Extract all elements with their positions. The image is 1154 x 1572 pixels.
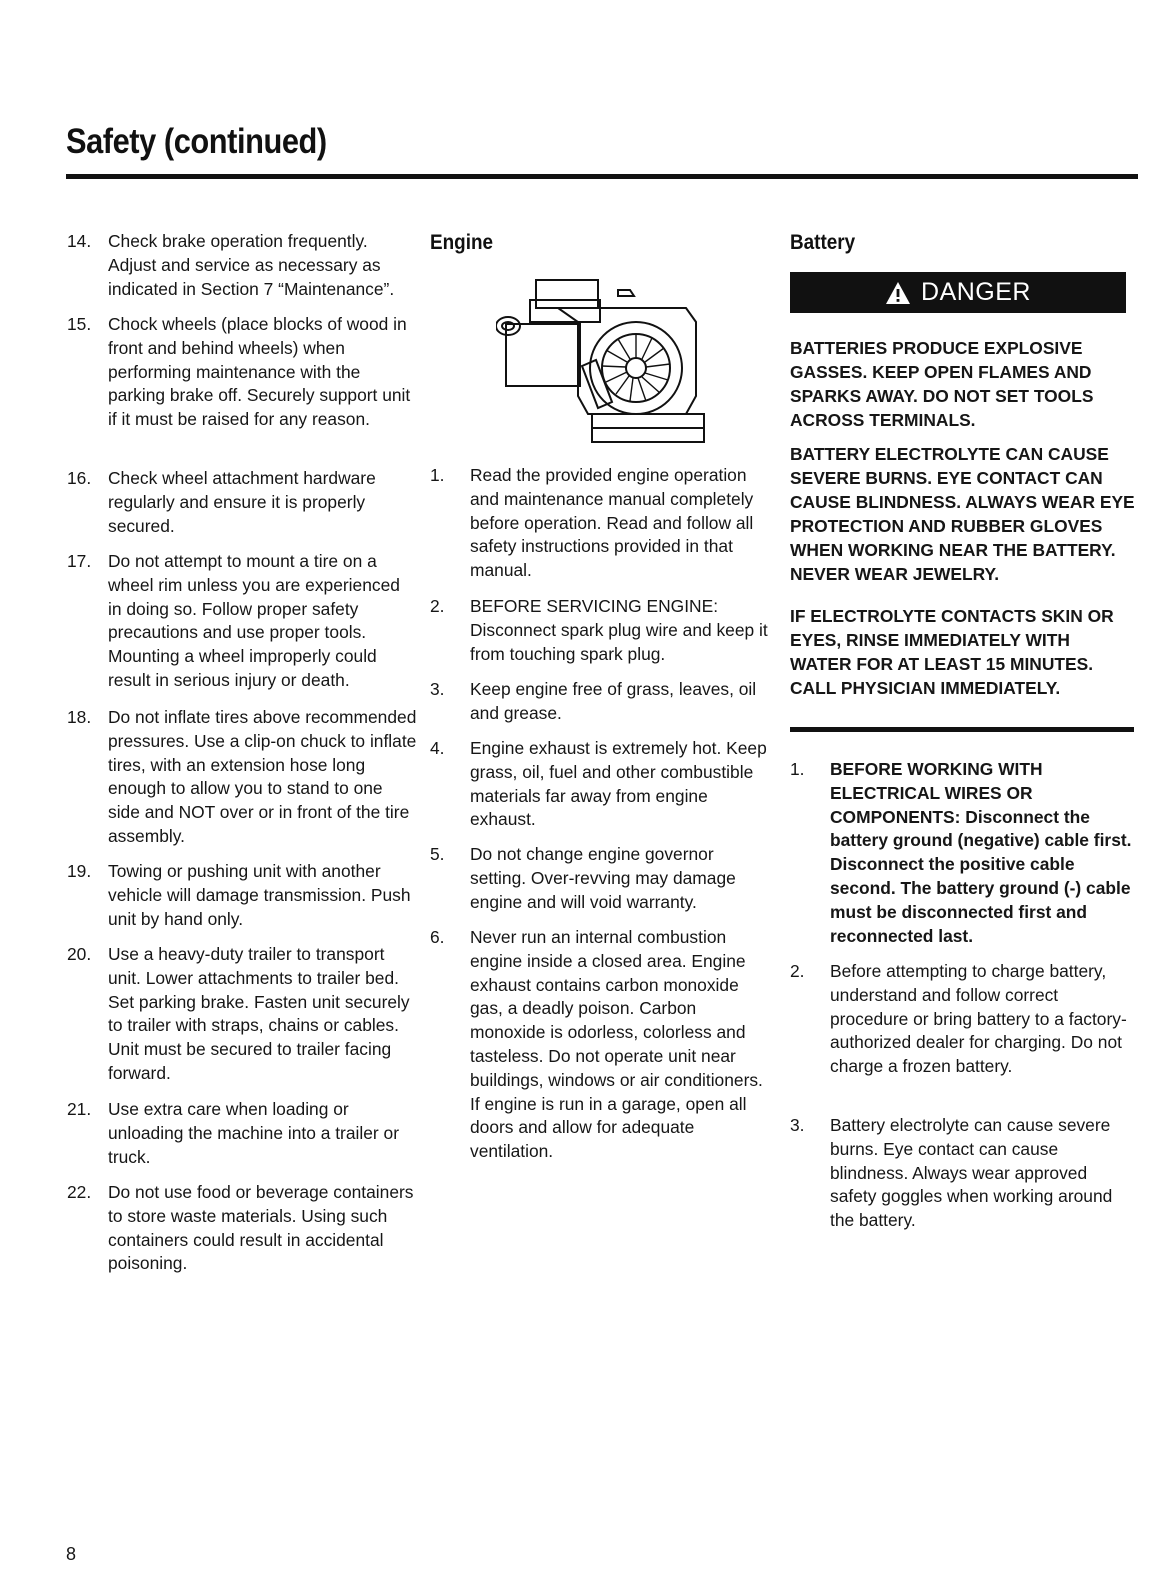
item-number: 18. [67, 707, 92, 727]
warning-triangle-icon [885, 281, 911, 305]
item-text: Read the provided engine operation and maintenance manual completely before operation. Read and follow all safety instructions provided in that manual. [470, 465, 754, 581]
item-number: 15. [67, 314, 92, 334]
title-rule [66, 174, 1138, 179]
item-text: Do not change engine governor setting. Over-revving may damage engine and will void warranty. [470, 844, 736, 912]
list-item [790, 1114, 1138, 1233]
danger-label: DANGER [921, 278, 1031, 306]
engine-heading: Engine [430, 231, 494, 254]
list-item [67, 313, 417, 432]
item-number: 3. [430, 679, 445, 699]
item-text: Do not attempt to mount a tire on a wheel rim unless you are experienced in doing so. Follow proper safety precautions and use proper tools. Mounting a wheel improperly could result in serious injury or death. [108, 551, 400, 690]
list-item [790, 960, 1138, 1079]
danger-warning-first-aid: IF ELECTROLYTE CONTACTS SKIN OR EYES, RINSE IMMEDIATELY WITH WATER FOR AT LEAST 15 MINUTES. CALL PHYSICIAN IMMEDIATELY. [790, 606, 1114, 698]
item-number: 21. [67, 1099, 92, 1119]
item-text: Towing or pushing unit with another vehicle will damage transmission. Push unit by hand only. [108, 861, 411, 929]
item-number: 1. [430, 465, 445, 485]
item-number: 22. [67, 1182, 92, 1202]
list-item [67, 550, 417, 693]
list-item [67, 1181, 417, 1276]
danger-banner [790, 272, 1126, 313]
item-number: 1. [790, 759, 805, 779]
item-number: 2. [430, 596, 445, 616]
item-text: Check brake operation frequently. Adjust and service as necessary as indicated in Section 7 “Maintenance”. [108, 231, 395, 299]
page-title: Safety (continued) [66, 122, 327, 161]
list-item [430, 843, 770, 914]
item-number: 2. [790, 961, 805, 981]
item-text: Do not inflate tires above recommended pressures. Use a clip-on chuck to inflate tires, with an extension hose long enough to allow you to stand to one side and NOT over or in front of the tire assembly. [108, 707, 417, 846]
item-number: 19. [67, 861, 92, 881]
item-text: BEFORE SERVICING ENGINE: Disconnect spark plug wire and keep it from touching spark plug. [470, 596, 768, 664]
list-item [430, 678, 770, 726]
item-number: 3. [790, 1115, 805, 1135]
list-item [67, 1098, 417, 1169]
item-text: Engine exhaust is extremely hot. Keep grass, oil, fuel and other combustible materials far away from engine exhaust. [470, 738, 767, 830]
page-number: 8 [66, 1544, 77, 1564]
item-text: Never run an internal combustion engine inside a closed area. Engine exhaust contains carbon monoxide gas, a deadly poison. Carbon monoxide is odorless, colorless and tasteless. Do not operate unit near buildings, windows or air conditioners. If engine is run in a garage, open all doors and allow for adequate ventilation. [470, 927, 763, 1162]
item-text: Use a heavy-duty trailer to transport unit. Lower attachments to trailer bed. Set parking brake. Fasten unit securely to trailer with straps, chains or cables. Unit must be secured to trailer facing forward. [108, 944, 410, 1083]
list-item [67, 706, 417, 849]
item-text: Keep engine free of grass, leaves, oil and grease. [470, 679, 757, 723]
list-item [67, 230, 417, 301]
item-text: Before attempting to charge battery, understand and follow correct procedure or bring battery to a factory-authorized dealer for charging. Do not charge a frozen battery. [830, 961, 1127, 1077]
item-text: Check wheel attachment hardware regularly and ensure it is properly secured. [108, 468, 376, 536]
list-item [430, 595, 770, 666]
list-item [430, 737, 770, 832]
item-number: 20. [67, 944, 92, 964]
item-text: Chock wheels (place blocks of wood in front and behind wheels) when performing maintenance with the parking brake off. Securely support unit if it must be raised for any reason. [108, 314, 411, 430]
item-number: 16. [67, 468, 92, 488]
list-item [67, 943, 417, 1086]
item-number: 4. [430, 738, 445, 758]
engine-illustration [496, 278, 708, 444]
list-item [790, 758, 1138, 948]
item-text: Use extra care when loading or unloading the machine into a trailer or truck. [108, 1099, 399, 1167]
item-text: BEFORE WORKING WITH ELECTRICAL WIRES OR COMPONENTS: Disconnect the battery ground (negative) cable first. Disconnect the positive cable second. The battery ground (-) cable must be disconnected first and reconnected last. [830, 759, 1132, 946]
list-item [430, 464, 770, 583]
list-item [67, 860, 417, 931]
danger-warning-explosive: BATTERIES PRODUCE EXPLOSIVE GASSES. KEEP OPEN FLAMES AND SPARKS AWAY. DO NOT SET TOOLS ACROSS TERMINALS. [790, 338, 1094, 430]
item-text: Battery electrolyte can cause severe burns. Eye contact can cause blindness. Always wear approved safety goggles when working around the battery. [830, 1115, 1113, 1231]
danger-warning-electrolyte: BATTERY ELECTROLYTE CAN CAUSE SEVERE BURNS. EYE CONTACT CAN CAUSE BLINDNESS. ALWAYS WEAR EYE PROTECTION AND RUBBER GLOVES WHEN WORKING NEAR THE BATTERY. NEVER WEAR JEWELRY. [790, 444, 1135, 584]
list-item [67, 467, 417, 538]
list-item [430, 926, 770, 1164]
item-text: Do not use food or beverage containers to store waste materials. Using such containers could result in accidental poisoning. [108, 1182, 414, 1274]
item-number: 14. [67, 231, 92, 251]
battery-heading: Battery [790, 231, 856, 254]
item-number: 6. [430, 927, 445, 947]
danger-box-rule [790, 727, 1134, 732]
item-number: 5. [430, 844, 445, 864]
item-number: 17. [67, 551, 92, 571]
